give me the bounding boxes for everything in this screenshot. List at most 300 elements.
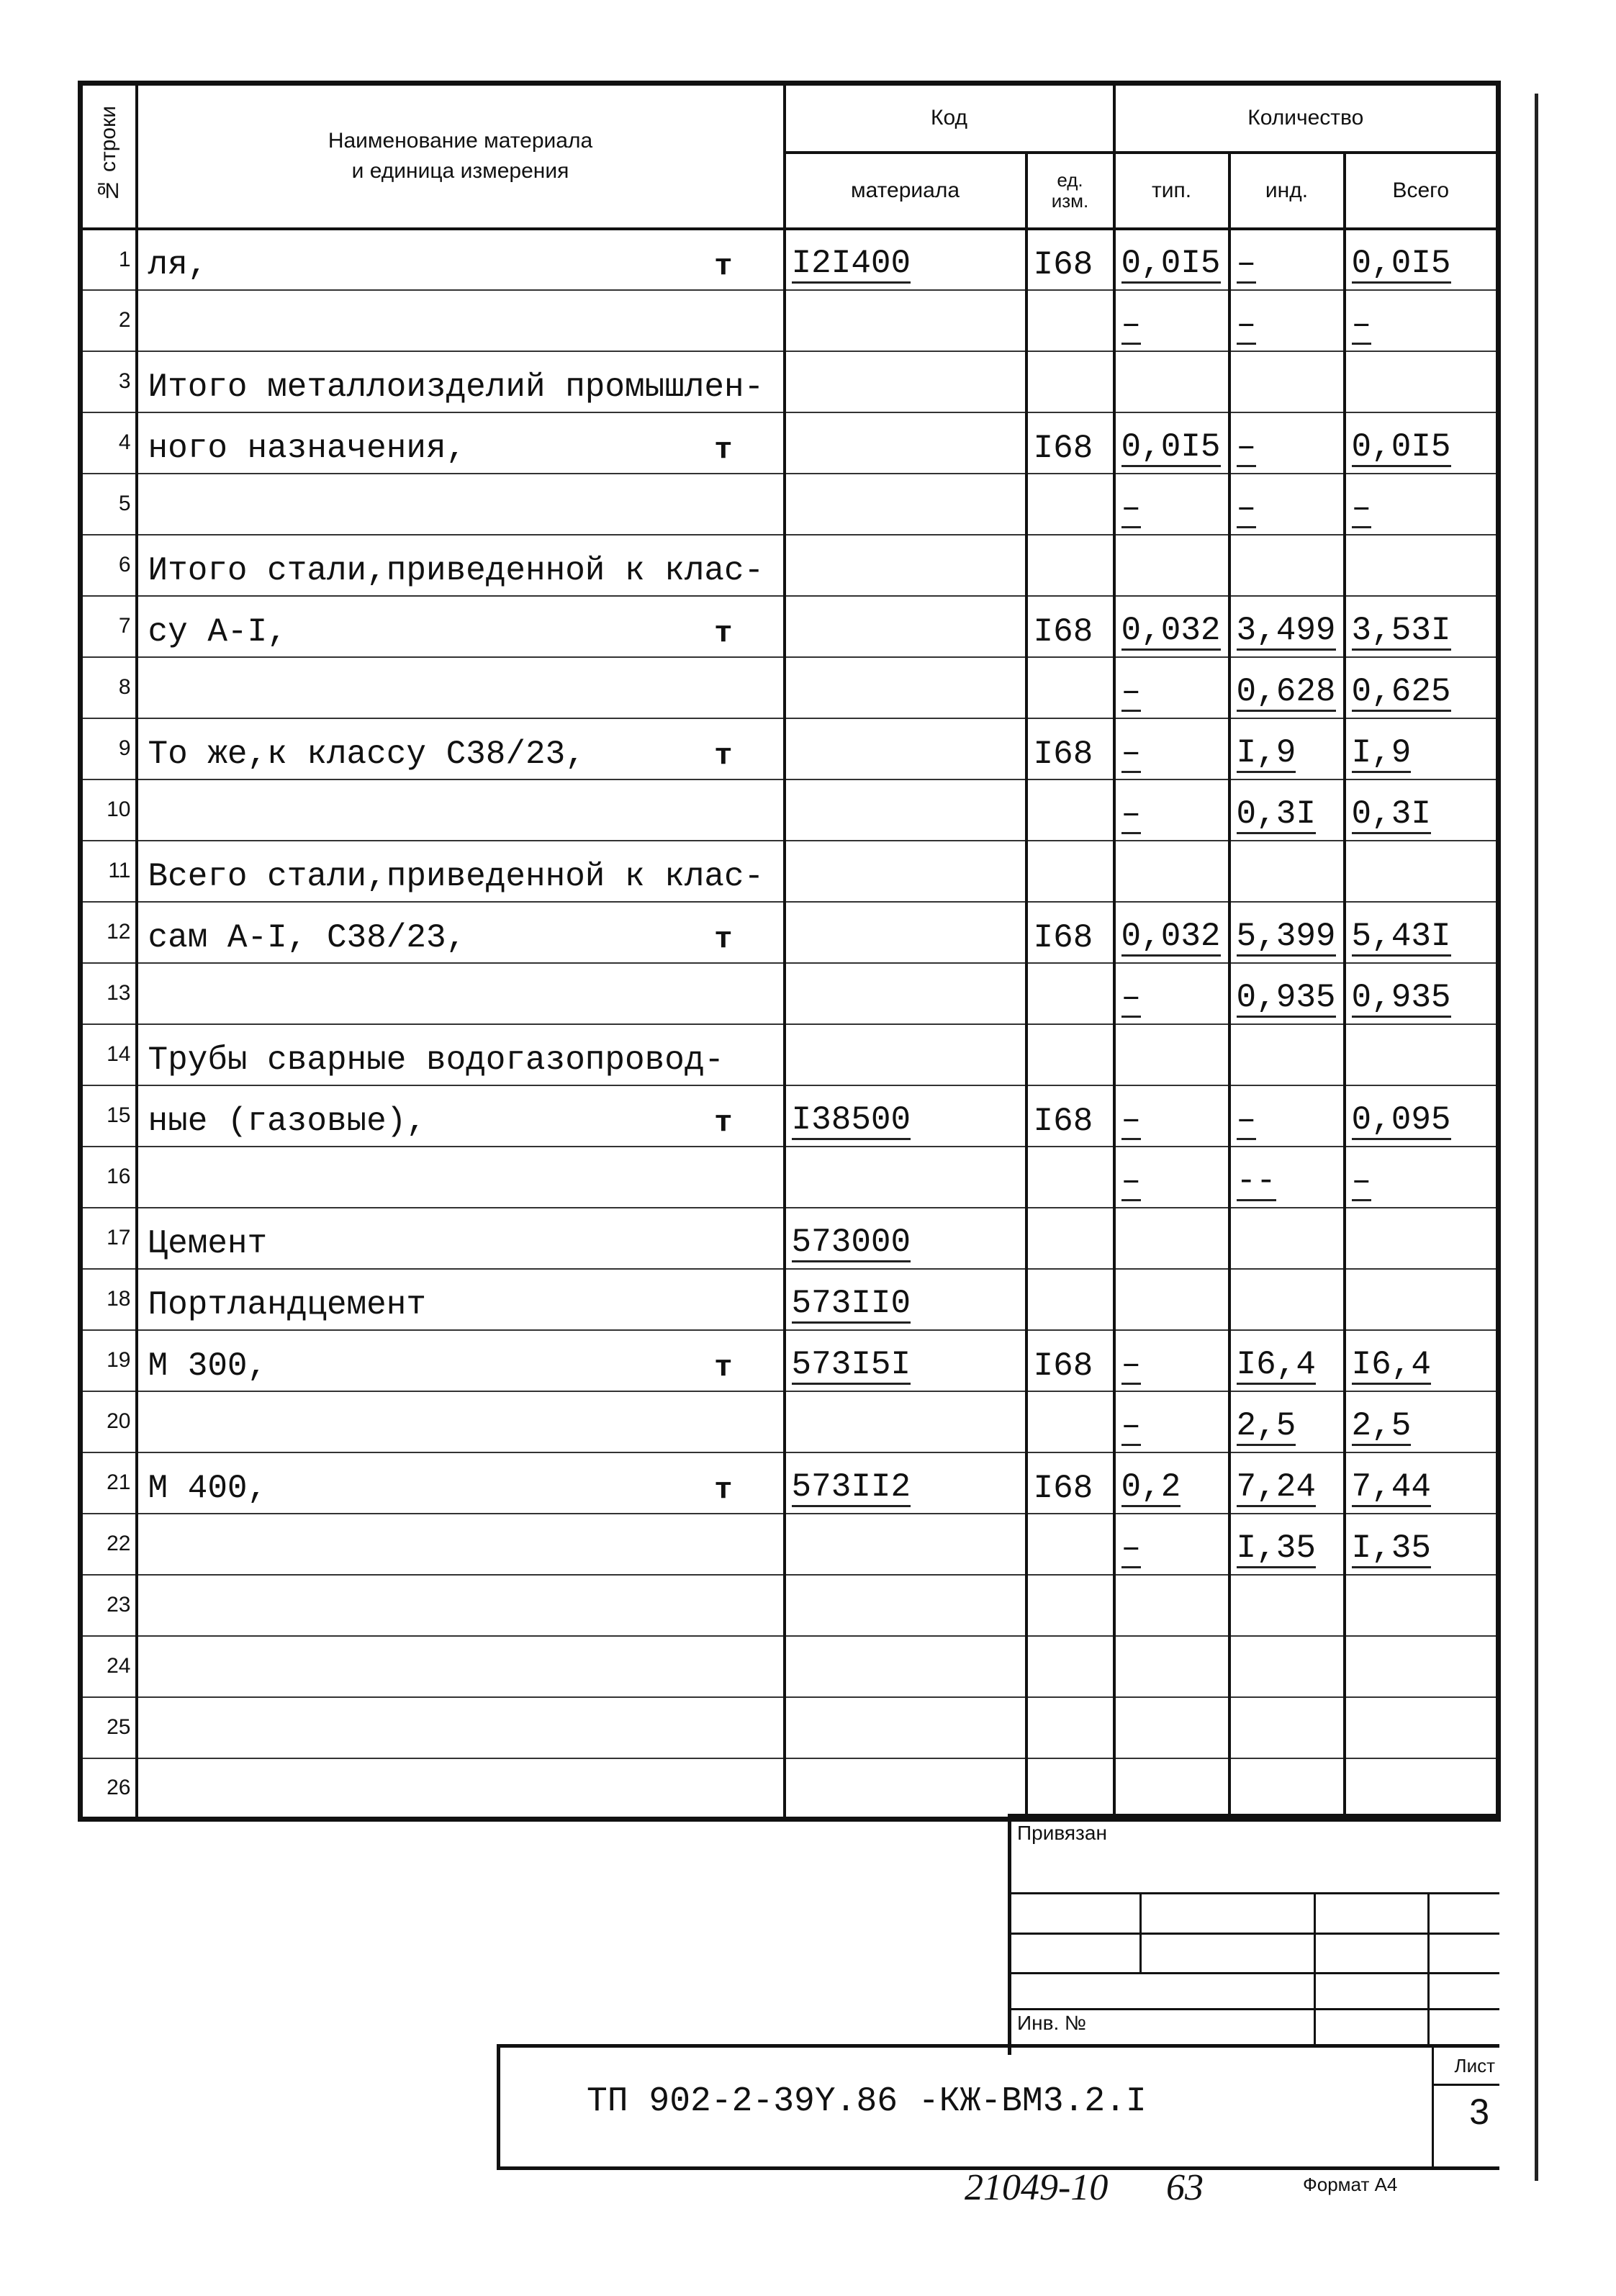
qty-typical [1114,351,1229,412]
qty-individual [1229,963,1345,1024]
bound-label: Привязан [1017,1822,1107,1844]
unit-code [1026,1147,1114,1208]
unit-code [1026,1269,1114,1330]
row-number: 10 [81,779,137,841]
sheet-number: 3 [1469,2092,1489,2132]
row-number: 3 [81,351,137,412]
qty-total [1345,535,1499,596]
qty-individual [1229,1575,1345,1636]
qty-individual [1229,1514,1345,1575]
unit-code [1026,779,1114,841]
material-name [137,657,785,718]
qty-typical [1114,1024,1229,1085]
row-number: 12 [81,902,137,963]
material-name [137,1330,785,1391]
unit-code: I68 [1026,596,1114,657]
row-number: 26 [81,1758,137,1820]
table-row [81,1391,1499,1452]
material-name [137,596,785,657]
format-label: Формат А4 [1303,2174,1398,2195]
qty-total [1345,657,1499,718]
row-number: 15 [81,1085,137,1147]
material-name-text: ного назначения, [148,429,466,467]
table-row [81,1575,1499,1636]
qty-typical-value: 0,032 [1121,918,1221,956]
material-code [785,596,1026,657]
qty-typical [1114,1269,1229,1330]
unit-label: т [714,1472,733,1507]
qty-total-value: 0,625 [1351,673,1451,711]
material-code-value: I38500 [791,1101,911,1139]
qty-typical [1114,412,1229,474]
qty-individual-value: – [1236,489,1257,528]
qty-individual-value: -- [1236,1162,1276,1201]
qty-typical [1114,1147,1229,1208]
material-name [137,779,785,841]
qty-typical [1114,1514,1229,1575]
unit-code [1026,351,1114,412]
table-row [81,474,1499,535]
document-code: ТП 902-2-39Y.86 -КЖ-ВМ3.2.I [587,2082,1147,2121]
material-name-text: су А-I, [148,613,287,651]
material-name [137,1575,785,1636]
unit-label: т [714,248,733,284]
qty-total-value: 0,0I5 [1351,245,1451,283]
row-number: 11 [81,841,137,902]
material-code [785,902,1026,963]
qty-typical-value: 0,032 [1121,612,1221,650]
qty-typical [1114,779,1229,841]
unit-code [1026,474,1114,535]
qty-total [1345,351,1499,412]
qty-typical [1114,1452,1229,1514]
qty-individual [1229,1024,1345,1085]
material-code [785,1085,1026,1147]
qty-total [1345,596,1499,657]
qty-individual-value: 2,5 [1236,1407,1296,1445]
row-number: 13 [81,963,137,1024]
table-row [81,718,1499,779]
material-name [137,1758,785,1820]
qty-typical-value: – [1121,306,1142,344]
material-code [785,412,1026,474]
qty-total-header: Всего [1345,153,1499,229]
material-code [785,1147,1026,1208]
row-number: 7 [81,596,137,657]
qty-typical [1114,657,1229,718]
material-name-text: М 300, [148,1347,268,1385]
qty-typical [1114,841,1229,902]
material-name [137,1024,785,1085]
qty-individual-value: 0,628 [1236,673,1336,711]
qty-typical-value: 0,2 [1121,1468,1181,1506]
qty-total [1345,1697,1499,1758]
qty-typical [1114,718,1229,779]
row-number: 4 [81,412,137,474]
unit-code: I68 [1026,1330,1114,1391]
material-name-text: М 400, [148,1469,268,1507]
material-code [785,657,1026,718]
table-row [81,351,1499,412]
material-code [785,351,1026,412]
table-row [81,1330,1499,1391]
material-code-value: 573II0 [791,1285,911,1323]
qty-individual [1229,779,1345,841]
unit-code-header: ед. изм. [1026,153,1114,229]
material-code-value: 573I5I [791,1346,911,1384]
unit-code [1026,1514,1114,1575]
material-code-header: материала [785,153,1026,229]
table-row [81,1024,1499,1085]
qty-typical-value: – [1121,489,1142,528]
qty-typical-value: – [1121,1162,1142,1201]
row-number: 14 [81,1024,137,1085]
qty-total-value: – [1351,1162,1372,1201]
table-row [81,963,1499,1024]
qty-individual-value: I,9 [1236,734,1296,772]
qty-typical [1114,902,1229,963]
qty-typical-value: – [1121,795,1142,833]
table-row [81,1208,1499,1269]
qty-typical-value: 0,0I5 [1121,245,1221,283]
qty-total-value: I,9 [1351,734,1412,772]
qty-total-value: 7,44 [1351,1468,1431,1506]
material-code [785,1208,1026,1269]
qty-total-value: 5,43I [1351,918,1451,956]
unit-code [1026,1758,1114,1820]
qty-typical [1114,1085,1229,1147]
qty-individual-value: 5,399 [1236,918,1336,956]
qty-total-value: I6,4 [1351,1346,1431,1384]
unit-label: т [714,921,733,957]
row-number: 22 [81,1514,137,1575]
code-group-header: Код [785,83,1114,153]
unit-label: т [714,615,733,651]
qty-typical [1114,229,1229,290]
material-name-text: Итого стали,приведенной к клас- [148,551,764,589]
qty-typical-value: – [1121,979,1142,1017]
qty-total [1345,779,1499,841]
qty-total [1345,963,1499,1024]
qty-total [1345,1758,1499,1820]
qty-individual [1229,1697,1345,1758]
material-code [785,1514,1026,1575]
table-row [81,841,1499,902]
material-name [137,412,785,474]
table-row [81,229,1499,290]
row-number: 2 [81,290,137,351]
material-name-text: То же,к классу С38/23, [148,735,585,773]
qty-individual [1229,1085,1345,1147]
qty-typical-value: – [1121,1407,1142,1445]
qty-individual-value: – [1236,1101,1257,1139]
material-name [137,290,785,351]
qty-total-value: – [1351,489,1372,528]
material-name-text: Итого металлоизделий промышлен- [148,368,764,406]
qty-individual [1229,535,1345,596]
qty-total-value: I,35 [1351,1529,1431,1568]
page-number: 63 [1166,2167,1204,2208]
material-code [785,1269,1026,1330]
table-row [81,1269,1499,1330]
qty-typical [1114,1636,1229,1697]
table-row [81,657,1499,718]
qty-total-value: 2,5 [1351,1407,1412,1445]
unit-code [1026,1697,1114,1758]
qty-total [1345,1575,1499,1636]
row-number: 19 [81,1330,137,1391]
qty-typical [1114,1575,1229,1636]
material-name-text: сам А-I, С38/23, [148,918,466,957]
material-code [785,1452,1026,1514]
material-name [137,535,785,596]
qty-typical-value: – [1121,734,1142,772]
material-code-value: 573II2 [791,1468,911,1506]
qty-total [1345,229,1499,290]
row-number: 25 [81,1697,137,1758]
qty-individual [1229,290,1345,351]
table-row [81,412,1499,474]
unit-code [1026,1575,1114,1636]
qty-individual-value: 0,3I [1236,795,1316,833]
qty-typical [1114,1391,1229,1452]
material-code [785,474,1026,535]
material-name [137,351,785,412]
materials-table [78,81,1501,1822]
qty-individual-value: – [1236,306,1257,344]
unit-code [1026,841,1114,902]
row-number: 21 [81,1452,137,1514]
name-column-header: Наименование материала и единица измерения [137,83,785,229]
qty-typical [1114,535,1229,596]
qty-typical-value: 0,0I5 [1121,428,1221,466]
unit-label: т [714,432,733,467]
material-name [137,1085,785,1147]
qty-total-value: 0,095 [1351,1101,1451,1139]
row-number: 16 [81,1147,137,1208]
unit-code [1026,1391,1114,1452]
qty-typical-value: – [1121,673,1142,711]
qty-total [1345,1269,1499,1330]
qty-individual-header: инд. [1229,153,1345,229]
qty-individual-value: 3,499 [1236,612,1336,650]
material-name-text: Цемент [148,1224,268,1262]
row-number: 1 [81,229,137,290]
qty-individual [1229,412,1345,474]
qty-total [1345,412,1499,474]
qty-individual [1229,474,1345,535]
qty-typical [1114,596,1229,657]
qty-total [1345,1636,1499,1697]
qty-typical [1114,290,1229,351]
material-code [785,535,1026,596]
material-name [137,229,785,290]
qty-individual [1229,1330,1345,1391]
material-code [785,963,1026,1024]
sheet-label: Лист [1454,2055,1495,2076]
qty-individual [1229,1391,1345,1452]
material-code [785,1758,1026,1820]
qty-individual-value: I6,4 [1236,1346,1316,1384]
quantity-group-header: Количество [1114,83,1499,153]
row-number: 23 [81,1575,137,1636]
table-row [81,1697,1499,1758]
qty-typical [1114,1758,1229,1820]
document-stamp [497,2044,1499,2170]
unit-code: I68 [1026,1452,1114,1514]
material-code [785,1024,1026,1085]
material-name [137,1391,785,1452]
unit-code [1026,1208,1114,1269]
qty-total [1345,1024,1499,1085]
qty-individual [1229,1452,1345,1514]
qty-total [1345,1391,1499,1452]
material-code [785,841,1026,902]
row-number: 20 [81,1391,137,1452]
material-name [137,1147,785,1208]
material-name [137,1269,785,1330]
unit-label: т [714,1350,733,1385]
table-row [81,902,1499,963]
qty-typical [1114,1330,1229,1391]
qty-individual-value: – [1236,245,1257,283]
row-number: 8 [81,657,137,718]
qty-individual [1229,657,1345,718]
material-name [137,1514,785,1575]
table-row [81,779,1499,841]
qty-total [1345,1514,1499,1575]
unit-code: I68 [1026,1085,1114,1147]
unit-code [1026,1636,1114,1697]
qty-individual [1229,1147,1345,1208]
qty-typical-header: тип. [1114,153,1229,229]
table-row [81,1452,1499,1514]
archive-number: 21049-10 [965,2167,1109,2208]
unit-code: I68 [1026,718,1114,779]
unit-code [1026,657,1114,718]
row-number: 6 [81,535,137,596]
qty-typical [1114,474,1229,535]
qty-typical-value: – [1121,1101,1142,1139]
inventory-label: Инв. № [1017,2012,1087,2034]
material-name-text: Всего стали,приведенной к клас- [148,857,764,895]
unit-code [1026,1024,1114,1085]
material-name-text: Трубы сварные водогазопровод- [148,1041,725,1079]
qty-total-value: – [1351,306,1372,344]
row-number: 9 [81,718,137,779]
qty-total [1345,1330,1499,1391]
qty-typical [1114,963,1229,1024]
qty-individual [1229,902,1345,963]
qty-individual [1229,841,1345,902]
material-name [137,1208,785,1269]
unit-code: I68 [1026,412,1114,474]
qty-individual [1229,718,1345,779]
material-code [785,1575,1026,1636]
qty-total-value: 0,3I [1351,795,1431,833]
qty-individual [1229,1208,1345,1269]
row-number: 24 [81,1636,137,1697]
qty-typical-value: – [1121,1346,1142,1384]
material-name [137,841,785,902]
table-row [81,535,1499,596]
row-number-header: № строки [81,83,137,229]
qty-individual [1229,1758,1345,1820]
qty-typical-value: – [1121,1529,1142,1568]
qty-total [1345,290,1499,351]
qty-total [1345,1208,1499,1269]
qty-individual [1229,596,1345,657]
binding-block [1008,1814,1499,2055]
table-row [81,1636,1499,1697]
qty-typical [1114,1697,1229,1758]
table-row [81,1147,1499,1208]
material-name [137,902,785,963]
material-name-text: Портландцемент [148,1285,426,1324]
qty-total [1345,474,1499,535]
qty-individual [1229,351,1345,412]
row-number: 17 [81,1208,137,1269]
material-code-value: I2I400 [791,245,911,283]
material-code [785,229,1026,290]
material-code [785,1330,1026,1391]
material-code [785,290,1026,351]
row-number: 5 [81,474,137,535]
row-number: 18 [81,1269,137,1330]
material-code [785,718,1026,779]
material-name [137,963,785,1024]
material-name [137,1636,785,1697]
table-row [81,1514,1499,1575]
qty-individual-value: I,35 [1236,1529,1316,1568]
qty-individual-value: 0,935 [1236,979,1336,1017]
unit-code [1026,290,1114,351]
qty-total [1345,1085,1499,1147]
material-name [137,718,785,779]
qty-total-value: 3,53I [1351,612,1451,650]
material-code [785,1636,1026,1697]
margin-line [1535,94,1538,2181]
table-row [81,596,1499,657]
unit-code [1026,535,1114,596]
qty-typical [1114,1208,1229,1269]
qty-individual-value: 7,24 [1236,1468,1316,1506]
unit-code: I68 [1026,902,1114,963]
unit-code: I68 [1026,229,1114,290]
qty-individual [1229,1636,1345,1697]
qty-total [1345,1147,1499,1208]
material-name-text: ля, [148,245,208,284]
material-code [785,1697,1026,1758]
qty-total [1345,902,1499,963]
qty-individual [1229,229,1345,290]
unit-label: т [714,1105,733,1140]
qty-individual [1229,1269,1345,1330]
qty-individual-value: – [1236,428,1257,466]
unit-code [1026,963,1114,1024]
qty-total-value: 0,935 [1351,979,1451,1017]
material-code-value: 573000 [791,1224,911,1262]
table-row [81,1758,1499,1820]
material-name [137,474,785,535]
material-name [137,1452,785,1514]
material-code [785,779,1026,841]
material-code [785,1391,1026,1452]
table-row [81,290,1499,351]
table-row [81,1085,1499,1147]
unit-label: т [714,738,733,773]
qty-total [1345,718,1499,779]
